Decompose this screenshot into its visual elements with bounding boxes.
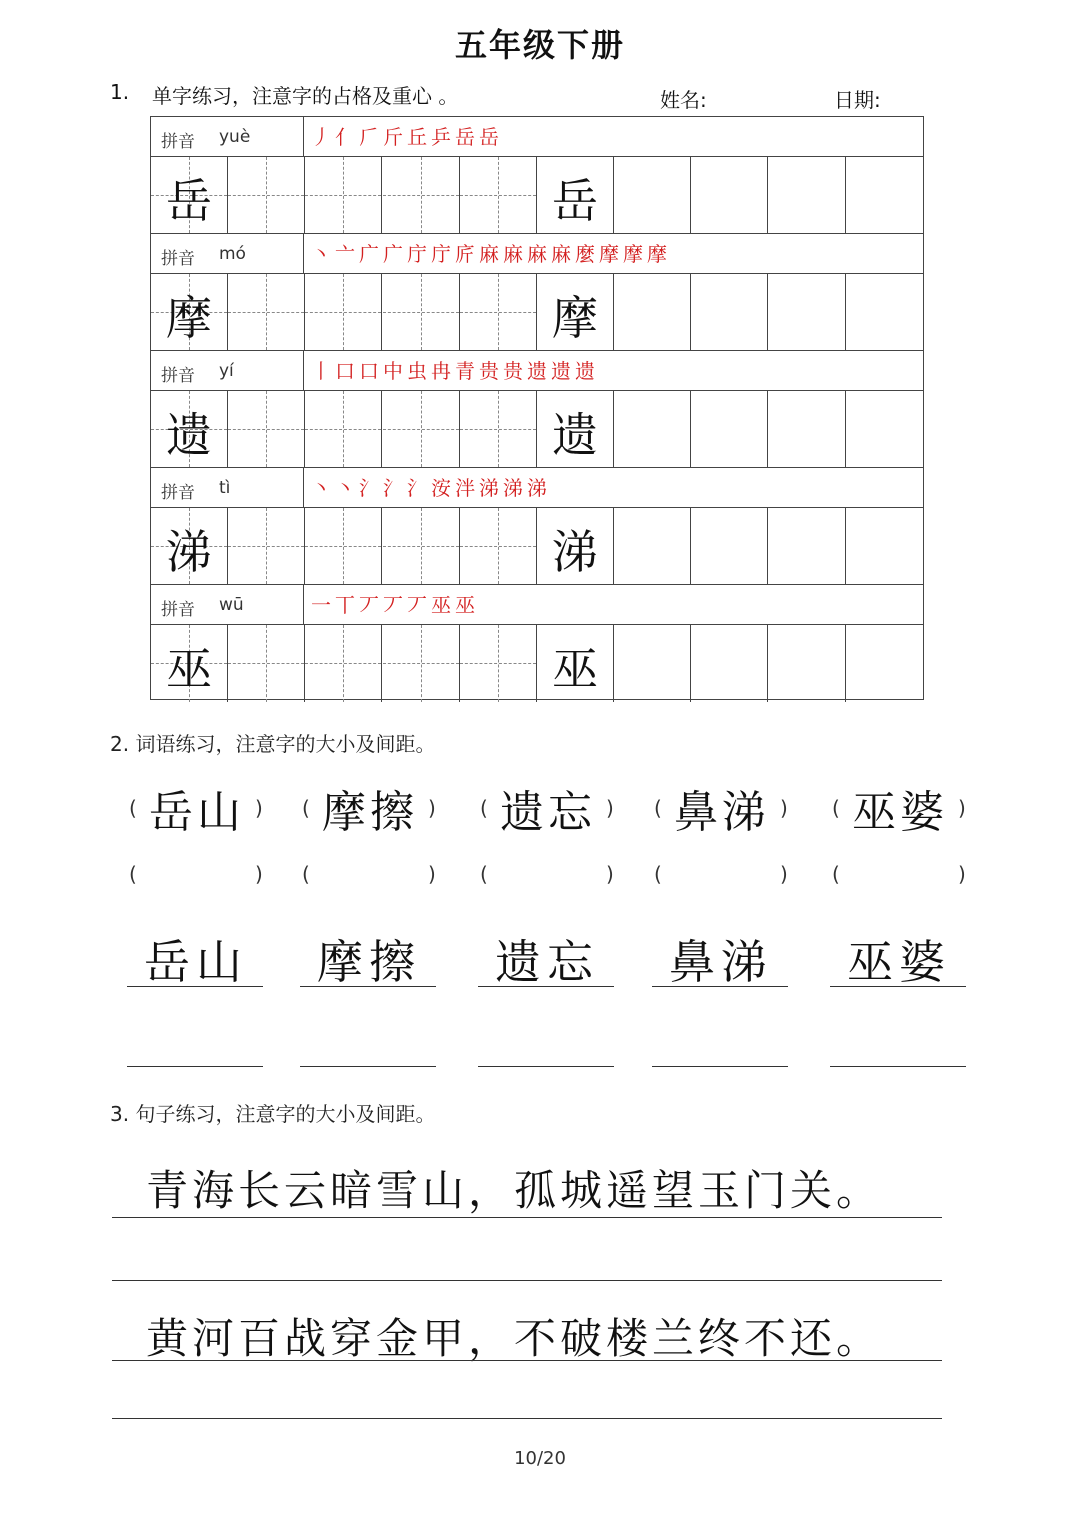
vocab-word: 摩擦 [322,787,418,838]
stroke-step: 遗 [551,359,575,383]
practice-cell [228,508,305,584]
practice-cell [460,625,537,702]
practice-cell [769,157,846,233]
stroke-step: 涕 [503,476,527,500]
blank-paren-close: ) [606,862,614,886]
guide-horizontal [383,429,459,430]
practice-cell [228,391,305,467]
pinyin-value: yí [219,361,234,381]
stroke-step: 口 [335,359,359,383]
practice-cell [305,391,382,467]
copy-char-cell [537,391,614,467]
guide-horizontal [383,663,459,664]
stroke-step: 氵 [383,476,407,500]
blank-underline [478,1066,614,1067]
stroke-step: 庁 [407,242,431,266]
stroke-step: 摩 [623,242,647,266]
vocab-word: 鼻涕 [674,787,770,838]
paren-close: ) [780,796,788,820]
model-character: 遗 [166,408,212,462]
stroke-step: 庁 [431,242,455,266]
practice-cell [691,157,768,233]
guide-horizontal [228,663,304,664]
stroke-step: 虫 [407,359,431,383]
guide-horizontal [305,429,381,430]
blank-underline [652,1066,788,1067]
character-practice-grid [150,116,924,700]
practice-cell [846,508,923,584]
practice-cell [383,508,460,584]
stroke-step: 中 [383,359,407,383]
guide-horizontal [383,195,459,196]
word-with-parens [478,776,616,836]
guide-horizontal [305,312,381,313]
practice-cell [383,157,460,233]
practice-cell [305,274,382,350]
stroke-step: 遗 [575,359,599,383]
stroke-step: 丅 [335,593,359,617]
guide-horizontal [228,429,304,430]
stroke-order [311,238,671,267]
practice-cell [228,625,305,702]
copy-character: 摩 [552,291,598,345]
pinyin-divider [303,234,304,273]
pinyin-row [151,351,923,391]
stroke-step: 斤 [383,125,407,149]
practice-cell [846,274,923,350]
word-with-parens [652,776,790,836]
practice-cell [460,157,537,233]
stroke-step: 丶 [311,242,335,266]
practice-cell [460,508,537,584]
pinyin-row [151,234,923,274]
stroke-step: 洝 [431,476,455,500]
practice-cell [383,391,460,467]
word-underline [127,986,263,987]
vocab-word: 遗忘 [500,787,596,838]
copy-character: 遗 [552,408,598,462]
copy-char-cell [537,508,614,584]
blank-paren-close: ) [958,862,966,886]
pinyin-row [151,468,923,508]
blank-underline [830,1066,966,1067]
practice-cell [614,391,691,467]
pinyin-label: 拼音 [161,483,195,503]
blank-paren-close: ) [255,862,263,886]
stroke-step: 丆 [407,593,431,617]
date-label: 日期: [834,88,881,112]
stroke-step: 麻 [551,242,575,266]
practice-cell [228,274,305,350]
sentence-line [112,1418,942,1419]
practice-row [151,508,923,585]
practice-cell [614,508,691,584]
copy-word: 摩擦 [317,935,421,989]
paren-close: ) [428,796,436,820]
blank-paren-open: ( [302,862,310,886]
copy-char-cell [537,625,614,702]
stroke-step: 摩 [599,242,623,266]
guide-horizontal [460,429,536,430]
pinyin-value: tì [219,478,231,498]
practice-cell [460,274,537,350]
stroke-step: 丿 [311,125,335,149]
practice-cell [769,508,846,584]
pinyin-divider [303,117,304,156]
stroke-step: 麻 [479,242,503,266]
stroke-step: 亠 [335,242,359,266]
stroke-step: 麻 [503,242,527,266]
stroke-step: 泮 [455,476,479,500]
stroke-order [311,472,551,501]
section1-instruction: 单字练习，注意字的占格及重心 。 [152,84,459,108]
pinyin-value: mó [219,244,246,264]
pinyin-divider [303,468,304,507]
practice-row [151,625,923,702]
stroke-step: 乒 [431,125,455,149]
guide-horizontal [460,663,536,664]
practice-cell [769,625,846,702]
stroke-step: 丶 [335,476,359,500]
pinyin-value: wū [219,595,244,615]
stroke-step: 巫 [455,593,479,617]
guide-horizontal [460,195,536,196]
stroke-step: 口 [359,359,383,383]
guide-horizontal [228,195,304,196]
practice-row [151,157,923,234]
practice-cell [305,508,382,584]
stroke-step: 𠂆 [359,125,383,149]
word-underline [478,986,614,987]
stroke-step: 麼 [575,242,599,266]
pinyin-value: yuè [219,127,251,147]
practice-cell [846,625,923,702]
paren-open: ( [654,796,662,820]
stroke-step: 丨 [311,359,335,383]
paren-close: ) [255,796,263,820]
stroke-step: 贵 [503,359,527,383]
practice-cell [614,157,691,233]
paren-close: ) [606,796,614,820]
copy-character: 巫 [552,642,598,696]
practice-cell [305,157,382,233]
model-char-cell [151,625,228,702]
word-underline [300,986,436,987]
stroke-step: 摩 [647,242,671,266]
model-char-cell [151,157,228,233]
practice-cell [769,391,846,467]
guide-horizontal [305,195,381,196]
copy-character: 岳 [552,174,598,228]
blank-paren-open: ( [832,862,840,886]
practice-cell [846,391,923,467]
copy-char-cell [537,157,614,233]
word-with-parens [127,776,265,836]
section2-heading: 2. 词语练习，注意字的大小及间距。 [110,732,436,756]
word-with-parens [300,776,438,836]
stroke-step: 氵 [407,476,431,500]
paren-open: ( [832,796,840,820]
stroke-step: 广 [359,242,383,266]
word-underline [652,986,788,987]
pinyin-row [151,585,923,625]
blank-underline [127,1066,263,1067]
pinyin-label: 拼音 [161,366,195,386]
page-title: 五年级下册 [454,26,625,64]
pinyin-row [151,117,923,157]
guide-horizontal [305,546,381,547]
guide-horizontal [305,663,381,664]
copy-word: 岳山 [144,935,248,989]
paren-open: ( [480,796,488,820]
stroke-step: 遗 [527,359,551,383]
practice-cell [691,391,768,467]
practice-cell [460,391,537,467]
practice-cell [769,274,846,350]
stroke-step: 丆 [359,593,383,617]
practice-cell [846,157,923,233]
guide-horizontal [228,312,304,313]
practice-cell [383,625,460,702]
pinyin-divider [303,351,304,390]
section3-heading: 3. 句子练习，注意字的大小及间距。 [110,1102,436,1126]
sentence-line [112,1217,942,1218]
blank-paren-close: ) [780,862,788,886]
stroke-step: 氵 [359,476,383,500]
paren-close: ) [958,796,966,820]
vocab-word: 岳山 [149,787,245,838]
page-number: 10/20 [514,1448,566,1469]
word-with-parens [830,776,968,836]
copy-character: 涕 [552,525,598,579]
stroke-step: 涕 [479,476,503,500]
model-character: 摩 [166,291,212,345]
practice-cell [614,625,691,702]
stroke-step: 一 [311,593,335,617]
stroke-step: 巫 [431,593,455,617]
poem-sentence: 黄河百战穿金甲，不破楼兰终不还。 [146,1314,883,1363]
guide-horizontal [460,546,536,547]
stroke-step: 丶 [311,476,335,500]
blank-paren-open: ( [129,862,137,886]
blank-paren-open: ( [480,862,488,886]
model-char-cell [151,391,228,467]
practice-row [151,391,923,468]
stroke-step: 岳 [455,125,479,149]
poem-sentence: 青海长云暗雪山，孤城遥望玉门关。 [146,1166,883,1215]
practice-cell [614,274,691,350]
stroke-step: 丘 [407,125,431,149]
model-char-cell [151,508,228,584]
practice-cell [691,274,768,350]
sentence-line [112,1360,942,1361]
stroke-step: 贵 [479,359,503,383]
practice-row [151,274,923,351]
stroke-order [311,355,599,384]
stroke-step: 广 [383,242,407,266]
model-character: 岳 [166,174,212,228]
practice-cell [228,157,305,233]
stroke-step: 岳 [479,125,503,149]
blank-paren-open: ( [654,862,662,886]
paren-open: ( [302,796,310,820]
practice-cell [691,625,768,702]
copy-char-cell [537,274,614,350]
practice-cell [691,508,768,584]
copy-word: 巫婆 [847,935,951,989]
stroke-step: 涕 [527,476,551,500]
stroke-order [311,589,479,618]
stroke-step: 青 [455,359,479,383]
blank-paren-close: ) [428,862,436,886]
pinyin-divider [303,585,304,624]
blank-underline [300,1066,436,1067]
stroke-step: 庍 [455,242,479,266]
guide-horizontal [460,312,536,313]
copy-word: 鼻涕 [669,935,773,989]
model-character: 巫 [166,642,212,696]
paren-open: ( [129,796,137,820]
vocab-word: 巫婆 [852,787,948,838]
pinyin-label: 拼音 [161,132,195,152]
practice-cell [383,274,460,350]
practice-cell [305,625,382,702]
name-label: 姓名: [660,88,707,112]
pinyin-label: 拼音 [161,600,195,620]
pinyin-label: 拼音 [161,249,195,269]
guide-horizontal [228,546,304,547]
sentence-line [112,1280,942,1281]
section1-number: 1. [110,80,130,104]
guide-horizontal [383,312,459,313]
stroke-step: 冉 [431,359,455,383]
stroke-step: 麻 [527,242,551,266]
guide-horizontal [383,546,459,547]
word-underline [830,986,966,987]
model-character: 涕 [166,525,212,579]
stroke-order [311,121,503,150]
copy-word: 遗忘 [495,935,599,989]
stroke-step: 丆 [383,593,407,617]
model-char-cell [151,274,228,350]
stroke-step: 亻 [335,125,359,149]
